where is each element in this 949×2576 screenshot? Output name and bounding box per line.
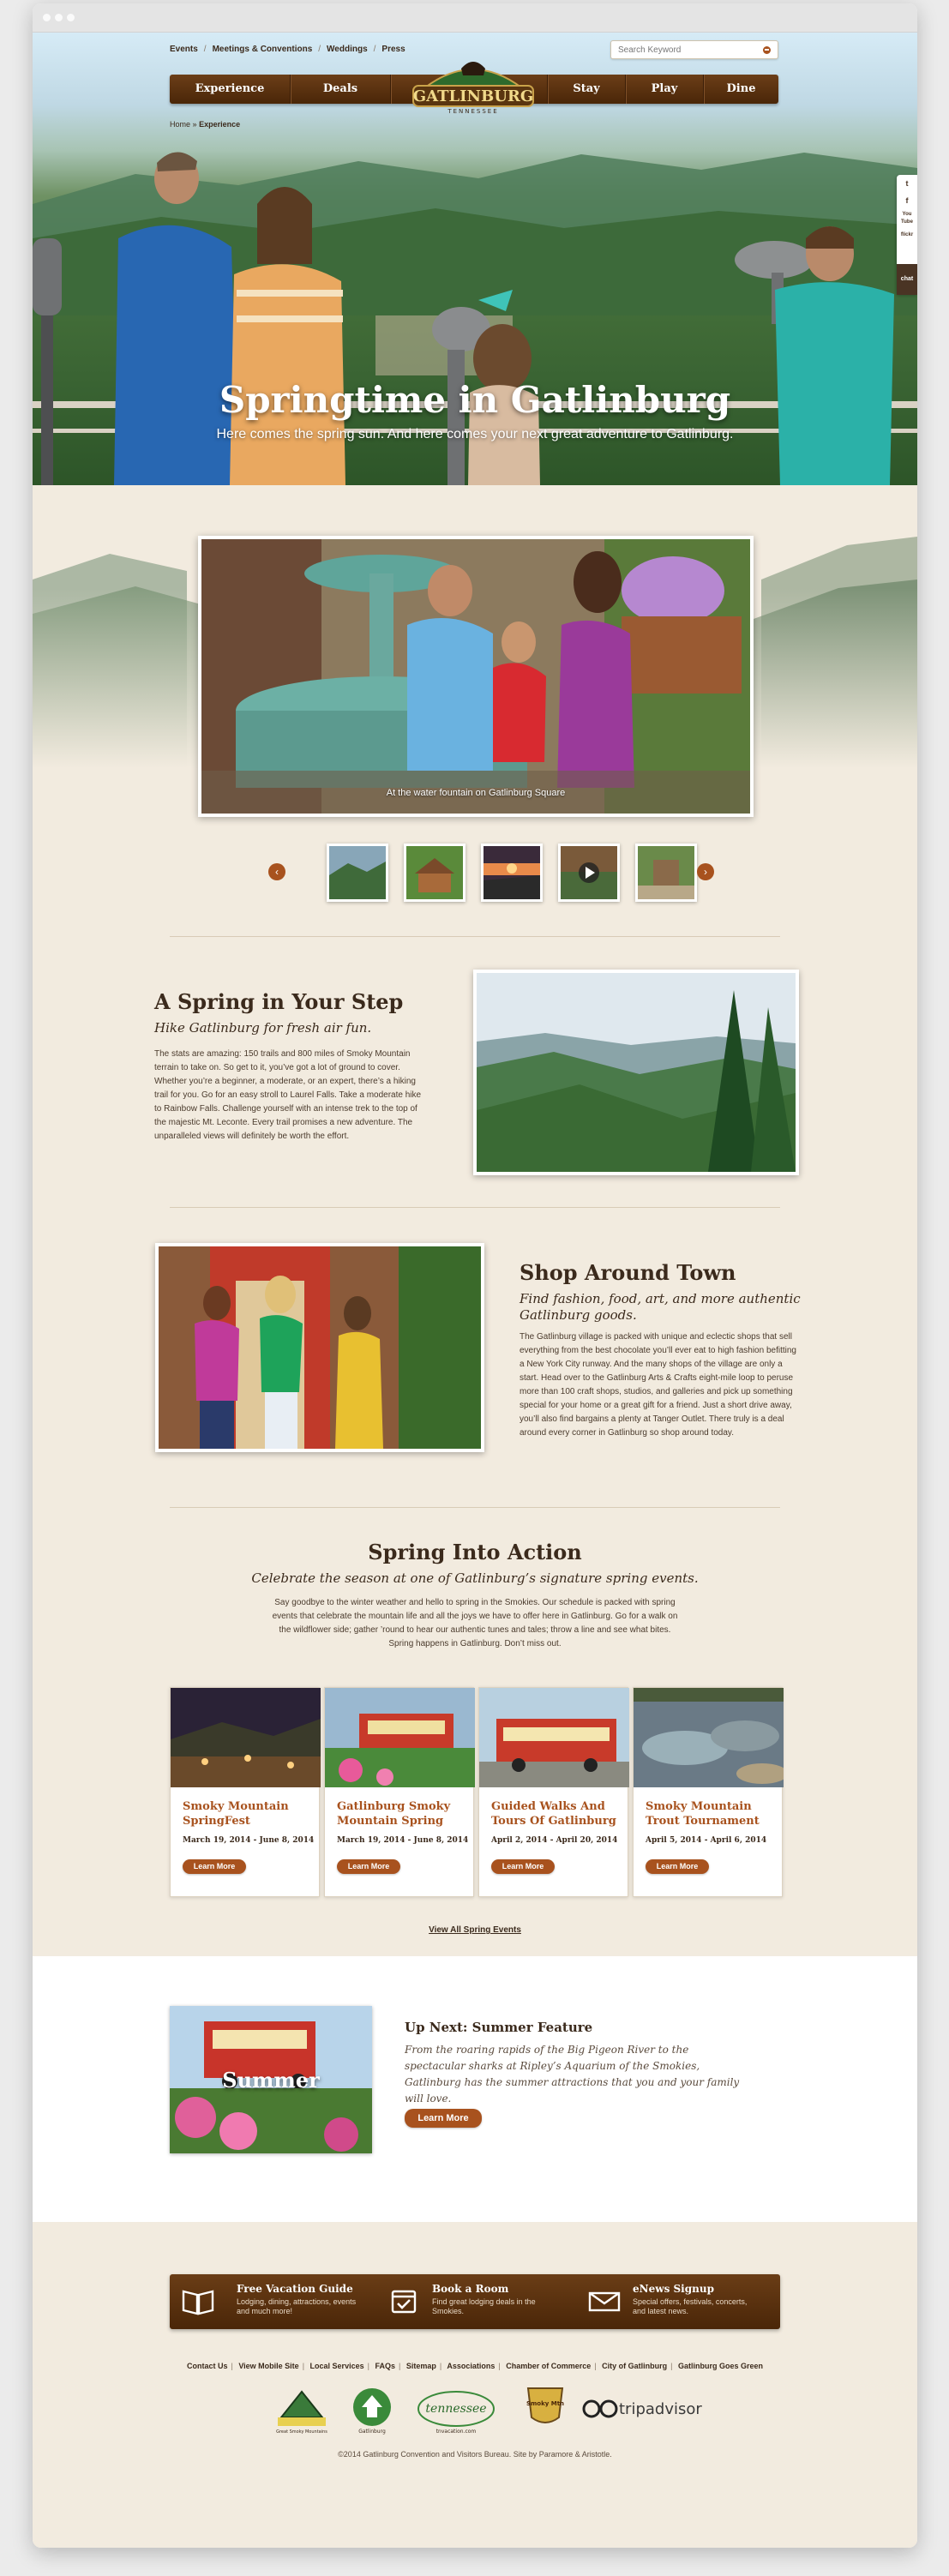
vacation-guide-cta[interactable]: Free Vacation Guide Lodging, dining, attractions, events and much more!	[182, 2274, 370, 2329]
event-dates: April 2, 2014 - April 20, 2014	[491, 1836, 618, 1845]
event-image	[325, 1688, 475, 1787]
footer-link[interactable]: View Mobile Site	[238, 2362, 299, 2370]
section-title: A Spring in Your Step	[154, 989, 404, 1014]
nav-dine[interactable]: Dine	[726, 82, 756, 95]
svg-text:Great Smoky Mountains: Great Smoky Mountains	[276, 2429, 327, 2435]
event-card[interactable]	[478, 1687, 628, 1897]
event-dates: March 19, 2014 - June 8, 2014	[183, 1836, 315, 1845]
events-body: Say goodbye to the winter weather and hello to spring in the Smokies. Our schedule is packed with spring events that celebrate the mountain life and all the joys we have to offer here in Gatlinburg. Go for a walk on the wildflower side; gather ’round to hear our authentic tunes and tales; throw a line and see what bites. Spring happens in Gatlinburg. Don’t miss out.	[272, 1598, 678, 1648]
svg-text:tennessee: tennessee	[425, 2402, 487, 2416]
topnav-weddings[interactable]: Weddings	[327, 45, 368, 54]
hero-subtitle: Here comes the spring sun. And here comes your next great adventure to Gatlinburg.	[216, 427, 734, 441]
top-utility-nav: Events / Meetings & Conventions / Weddings / Press	[170, 45, 405, 54]
footer-link[interactable]: Gatlinburg Goes Green	[678, 2362, 764, 2370]
event-dates: March 19, 2014 - June 8, 2014	[337, 1836, 469, 1845]
event-title[interactable]: Guided Walks And Tours Of Gatlinburg	[491, 1800, 616, 1828]
tripadvisor-logo[interactable]	[584, 2400, 702, 2418]
footer-link[interactable]: Local Services	[309, 2362, 364, 2370]
learn-more-button[interactable]: Learn More	[337, 1859, 400, 1874]
copyright: ©2014 Gatlinburg Convention and Visitors Bureau. Site by Paramore & Aristotle.	[338, 2450, 612, 2459]
section-title: Shop Around Town	[520, 1260, 736, 1285]
window-dot-icon[interactable]	[55, 14, 63, 21]
learn-more-button[interactable]: Learn More	[491, 1859, 555, 1874]
envelope-icon	[588, 2286, 621, 2315]
breadcrumb-home[interactable]: Home	[170, 120, 191, 129]
up-next-title: Up Next: Summer Feature	[405, 2020, 593, 2035]
thumbnail[interactable]	[481, 844, 543, 902]
up-next-body: From the roaring rapids of the Big Pigeon River to the spectacular sharks at Ripley’s Aquarium of the Smokies, Gatlinburg has the summer attractions that you and your family will love.	[405, 2044, 740, 2105]
youtube-icon[interactable]: You Tube	[901, 212, 913, 225]
section-subtitle: Find fashion, food, art, and more authentic Gatlinburg goods.	[520, 1291, 801, 1323]
events-title: Spring Into Action	[368, 1540, 582, 1564]
social-sidebar	[897, 175, 917, 295]
footer-link[interactable]: Associations	[447, 2362, 496, 2370]
browser-window	[33, 3, 917, 2548]
partner-logos	[273, 2380, 718, 2435]
gatlinburg-logo[interactable]	[408, 48, 538, 117]
nav-experience[interactable]: Experience	[195, 82, 265, 95]
footer-links: Contact Us | View Mobile Site | Local Services | FAQs | Sitemap | Associations | Chamber of Commerce | City of Gatlinburg | Gatlinburg Goes Green	[186, 2362, 764, 2370]
svg-text:Smoky Mtn: Smoky Mtn	[526, 2400, 565, 2407]
gallery-main-image[interactable]	[198, 536, 754, 817]
section-body: The Gatlinburg village is packed with unique and eclectic shops that sell everything from the best chocolate you’ll ever eat to high fashion befitting a New York City runway. And the many shops of the village are only a start. Head over to the Gatlinburg Arts & Crafts eight-mile loop to peruse more than 100 craft shops, studios, and galleries and pick up something special for your home or a great gift for a friend. Just a short drive away, you’ll also find bargains a plenty at Tanger Outlet. There truly is a deal around every corner in Gatlinburg so shop around today.	[520, 1332, 796, 1438]
footer-link[interactable]: Sitemap	[405, 2362, 436, 2370]
view-all-events-link[interactable]: View All Spring Events	[429, 1925, 521, 1935]
nav-play[interactable]: Play	[651, 82, 678, 95]
window-dot-icon[interactable]	[67, 14, 75, 21]
chat-icon[interactable]: chat	[897, 264, 917, 295]
search-input[interactable]	[610, 40, 778, 59]
chevron-right-icon[interactable]: ›	[697, 863, 714, 880]
learn-more-button[interactable]: Learn More	[646, 1859, 709, 1874]
gallery-thumbnails	[268, 842, 714, 904]
calendar-check-icon	[387, 2286, 420, 2315]
summer-image-label: Summer	[222, 2068, 320, 2093]
thumbnail[interactable]	[404, 844, 465, 902]
event-card[interactable]	[633, 1687, 783, 1897]
gallery-caption: At the water fountain on Gatlinburg Square	[386, 788, 566, 798]
footer-link[interactable]: Chamber of Commerce	[506, 2362, 592, 2370]
search-icon[interactable]	[763, 46, 771, 54]
search-placeholder: Search Keyword	[618, 45, 682, 55]
event-dates: April 5, 2014 - April 6, 2014	[646, 1836, 767, 1845]
footer-link[interactable]: FAQs	[375, 2362, 395, 2370]
event-title[interactable]: Smoky Mountain Trout Tournament	[646, 1800, 760, 1828]
topnav-meetings[interactable]: Meetings & Conventions	[212, 45, 313, 54]
topnav-events[interactable]: Events	[170, 45, 198, 54]
hero	[33, 33, 917, 485]
logo-text: GATLINBURG	[412, 87, 534, 105]
svg-text:tripadvisor: tripadvisor	[619, 2400, 702, 2418]
hero-title: Springtime in Gatlinburg	[219, 379, 731, 421]
svg-text:tnvacation.com: tnvacation.com	[435, 2429, 477, 2435]
smoky-mountains-logo[interactable]	[276, 2392, 327, 2435]
learn-more-button[interactable]: Learn More	[405, 2109, 482, 2128]
page	[33, 33, 917, 2548]
twitter-icon[interactable]: t	[905, 179, 909, 188]
window-dot-icon[interactable]	[43, 14, 51, 21]
nav-divider	[390, 75, 391, 104]
nav-stay[interactable]: Stay	[573, 82, 600, 95]
shopping-photo	[155, 1243, 484, 1452]
event-image	[634, 1688, 784, 1787]
events-subtitle: Celebrate the season at one of Gatlinburg’s signature spring events.	[251, 1570, 699, 1586]
event-image	[479, 1688, 629, 1787]
smoky-mountain-badge-logo[interactable]	[526, 2388, 564, 2423]
footer-link[interactable]: City of Gatlinburg	[602, 2362, 668, 2370]
svg-text:Gatlinburg: Gatlinburg	[358, 2429, 386, 2435]
book-icon	[182, 2286, 214, 2315]
divider	[170, 1207, 780, 1208]
event-card[interactable]	[324, 1687, 474, 1897]
gatlinburg-green-logo[interactable]	[353, 2388, 391, 2435]
event-title[interactable]: Gatlinburg Smoky Mountain Spring	[337, 1800, 451, 1828]
fountain-photo	[201, 539, 750, 814]
thumbnail[interactable]	[635, 844, 697, 902]
divider	[170, 936, 780, 937]
section-subtitle: Hike Gatlinburg for fresh air fun.	[154, 1020, 372, 1036]
cta-bar	[170, 2274, 780, 2329]
footer-link[interactable]: Contact Us	[186, 2362, 228, 2370]
thumbnail-video[interactable]	[558, 844, 620, 902]
summer-feature-image[interactable]	[170, 2006, 372, 2153]
topnav-press[interactable]: Press	[381, 45, 405, 54]
breadcrumb: Home » Experience	[170, 120, 241, 129]
event-image	[171, 1688, 321, 1787]
tennessee-logo[interactable]	[418, 2392, 494, 2435]
nav-deals[interactable]: Deals	[322, 82, 358, 95]
event-card[interactable]	[170, 1687, 320, 1897]
logo-tagline: TENNESSEE	[447, 108, 499, 115]
learn-more-button[interactable]: Learn More	[183, 1859, 246, 1874]
flickr-icon[interactable]: flickr	[900, 232, 914, 237]
breadcrumb-current: Experience	[199, 120, 241, 129]
book-room-cta[interactable]: Book a Room Find great lodging deals in the Smokies.	[387, 2274, 559, 2329]
browser-chrome	[33, 3, 917, 33]
divider	[170, 1507, 780, 1508]
facebook-icon[interactable]: f	[905, 196, 909, 205]
event-title[interactable]: Smoky Mountain SpringFest	[183, 1800, 289, 1828]
thumbnail[interactable]	[327, 844, 388, 902]
section-body: The stats are amazing: 150 trails and 800 miles of Smoky Mountain terrain to take on. So get to it, you’ve got a lot of ground to cover. Whether you’re a beginner, a moderate, or an expert, there’s a hiking trail for you. Go for an easy stroll to Laurel Falls. Take a moderate hike to Rainbow Falls. Challenge yourself with an intense trek to the top of the majestic Mt. Leconte. Every trail promises a new adventure. The unparalleled views will definitely be worth the effort.	[154, 1049, 422, 1141]
hiking-photo	[473, 970, 799, 1175]
chevron-left-icon[interactable]: ‹	[268, 863, 285, 880]
enews-signup-cta[interactable]: eNews Signup Special offers, festivals, concerts, and latest news.	[588, 2274, 768, 2329]
